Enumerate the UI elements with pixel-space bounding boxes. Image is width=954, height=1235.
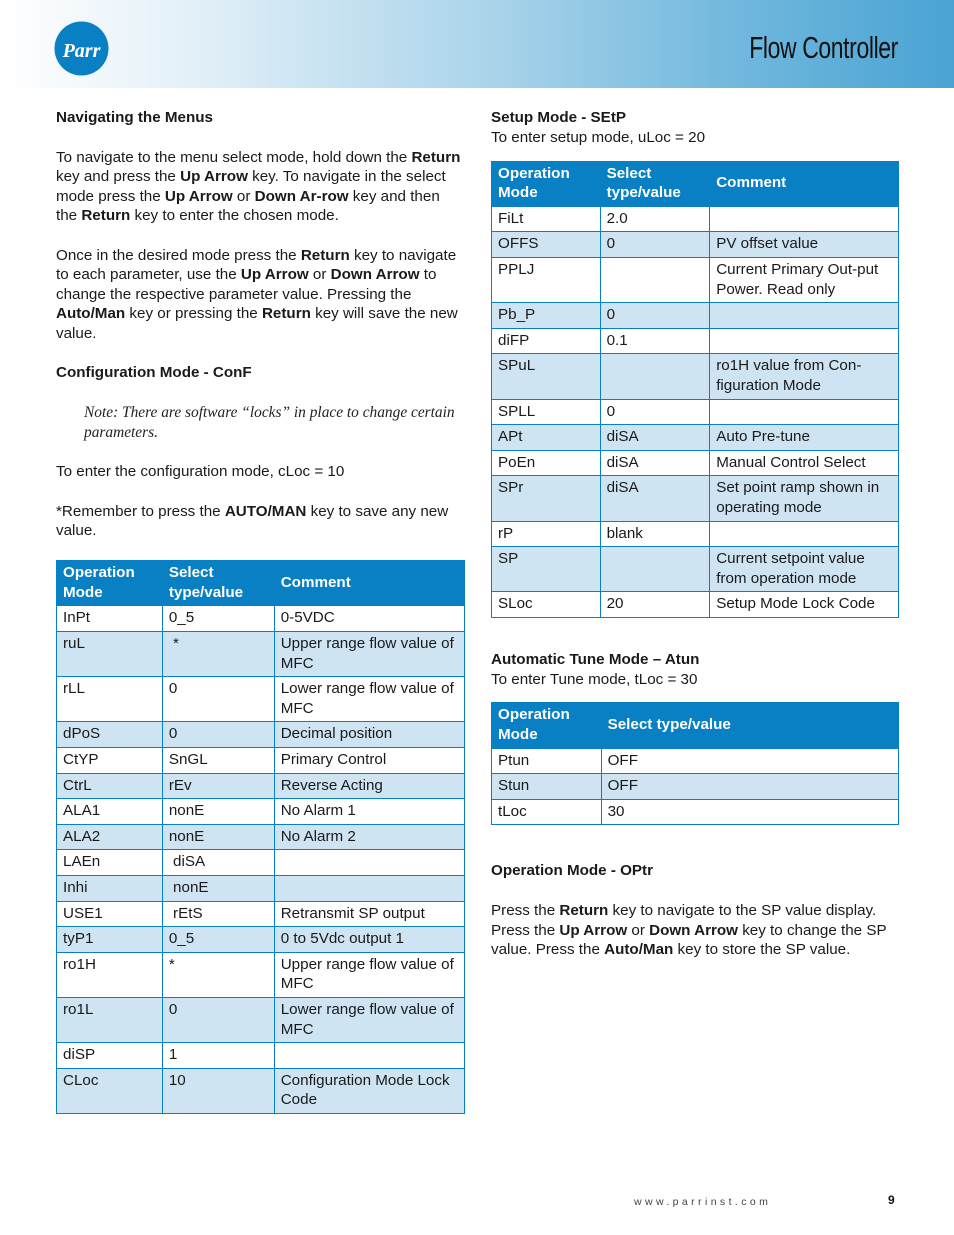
table-cell: OFF	[601, 774, 898, 800]
table-cell: Lower range flow value of MFC	[274, 677, 464, 722]
table-cell: ro1H	[57, 952, 163, 997]
parr-logo	[54, 21, 109, 76]
table-row	[57, 748, 465, 774]
table-cell: SP	[492, 547, 601, 592]
setup-table	[491, 161, 899, 618]
column-header: Operation Mode	[492, 161, 601, 206]
table-cell: Retransmit SP output	[274, 901, 464, 927]
table-row	[57, 722, 465, 748]
table-cell: 0	[600, 303, 710, 329]
setup-enter-text: To enter setup mode, uLoc = 20	[491, 129, 706, 146]
table-cell	[710, 206, 899, 232]
conf-enter-text: To enter the configuration mode, cLoc = 10	[56, 463, 345, 481]
table-cell: diSA	[600, 425, 710, 451]
table-cell: Setup Mode Lock Code	[710, 592, 899, 618]
tune-enter-text: To enter Tune mode, tLoc = 30	[491, 670, 698, 688]
table-cell: diSA	[162, 850, 274, 876]
column-header: Operation Mode	[57, 561, 163, 606]
table-cell: LAEn	[57, 850, 163, 876]
table-cell: No Alarm 2	[274, 824, 464, 850]
table-cell: 20	[600, 592, 710, 618]
table-row	[57, 824, 465, 850]
table-row	[57, 606, 465, 632]
table-cell: Current Primary Out-put Power. Read only	[710, 257, 899, 302]
table-row	[492, 450, 899, 476]
table-row	[492, 547, 899, 592]
table-cell: SLoc	[492, 592, 601, 618]
table-row	[492, 521, 899, 547]
right-column	[491, 108, 899, 979]
optr-paragraph: Press the Return key to navigate to the SP value display. Press the Up Arrow or Down Arrow key to change the SP value. Press the Auto/Man key to store the SP value.	[491, 902, 887, 959]
table-row	[57, 1043, 465, 1069]
table-cell: Pb_P	[492, 303, 601, 329]
table-cell	[710, 328, 899, 354]
table-cell	[600, 547, 710, 592]
table-cell: ro1H value from Con-figuration Mode	[710, 354, 899, 399]
table-cell: tLoc	[492, 799, 602, 825]
table-cell: OFFS	[492, 232, 601, 258]
table-cell: ruL	[57, 632, 163, 677]
table-header-row	[492, 161, 899, 206]
nav-paragraph-1: To navigate to the menu select mode, hold down the Return key and press the Up Arrow key. To navigate in the select mode press the Up Arrow or Down Ar-row key and then the Return key to enter the chosen mode.	[56, 148, 461, 225]
table-row	[492, 354, 899, 399]
table-row	[492, 328, 899, 354]
column-header: Select type/value	[600, 161, 710, 206]
table-cell: *	[162, 632, 274, 677]
table-cell: rEtS	[162, 901, 274, 927]
conf-table	[56, 560, 465, 1114]
table-cell: dPoS	[57, 722, 163, 748]
column-header: Comment	[710, 161, 899, 206]
table-row	[57, 850, 465, 876]
bold-term: Return	[411, 148, 461, 166]
table-cell: SnGL	[162, 748, 274, 774]
table-cell: No Alarm 1	[274, 799, 464, 825]
table-cell: 0	[600, 232, 710, 258]
table-cell: Stun	[492, 774, 602, 800]
bold-term: Down Ar-row	[254, 187, 349, 205]
left-column	[56, 108, 465, 1114]
table-cell: CtrL	[57, 773, 163, 799]
table-cell: PV offset value	[710, 232, 899, 258]
table-cell: SPLL	[492, 399, 601, 425]
table-cell: PPLJ	[492, 257, 601, 302]
table-row	[492, 748, 899, 774]
page-title: Flow Controller	[749, 30, 898, 65]
column-header: Select type/value	[601, 703, 898, 748]
table-cell: nonE	[162, 876, 274, 902]
column-header: Comment	[274, 561, 464, 606]
table-cell	[710, 399, 899, 425]
table-cell: PoEn	[492, 450, 601, 476]
table-row	[57, 799, 465, 825]
table-cell: SPuL	[492, 354, 601, 399]
table-cell: diSA	[600, 450, 710, 476]
table-row	[492, 476, 899, 521]
table-cell: nonE	[162, 799, 274, 825]
table-cell	[710, 521, 899, 547]
table-cell: Configuration Mode Lock Code	[274, 1068, 464, 1113]
table-row	[492, 425, 899, 451]
table-row	[57, 677, 465, 722]
table-header-row	[57, 561, 465, 606]
table-cell: CtYP	[57, 748, 163, 774]
table-cell: Manual Control Select	[710, 450, 899, 476]
bold-term: Up Arrow	[240, 266, 309, 284]
table-cell: 0	[162, 997, 274, 1042]
table-cell: Set point ramp shown in operating mode	[710, 476, 899, 521]
table-row	[492, 592, 899, 618]
footer-url[interactable]: www.parrinst.com	[634, 1196, 772, 1208]
table-cell: 0.1	[600, 328, 710, 354]
table-row	[57, 952, 465, 997]
table-cell: 0	[162, 677, 274, 722]
column-header: Select type/value	[162, 561, 274, 606]
table-row	[492, 774, 899, 800]
table-cell: tyP1	[57, 927, 163, 953]
table-cell: blank	[600, 521, 710, 547]
bold-term: Up Arrow	[180, 168, 248, 186]
page-header	[0, 0, 954, 88]
table-cell: rP	[492, 521, 601, 547]
nav-heading: Navigating the Menus	[56, 109, 213, 126]
table-row	[57, 901, 465, 927]
table-cell: 0-5VDC	[274, 606, 464, 632]
table-cell: Upper range flow value of MFC	[274, 952, 464, 997]
bold-term: Return	[261, 305, 311, 323]
logo-text: Parr	[62, 40, 101, 62]
bold-term: Up Arrow	[164, 187, 233, 205]
bold-term: Return	[300, 246, 350, 264]
table-cell: ALA2	[57, 824, 163, 850]
table-row	[492, 232, 899, 258]
table-cell	[274, 1043, 464, 1069]
bold-term: Down Arrow	[649, 921, 738, 939]
column-header: Operation Mode	[492, 703, 602, 748]
bold-term: Down Arrow	[330, 266, 420, 284]
table-cell: 0	[600, 399, 710, 425]
setup-heading: Setup Mode - SEtP	[491, 109, 627, 126]
table-cell	[710, 303, 899, 329]
table-cell	[274, 876, 464, 902]
optr-heading: Operation Mode - OPtr	[491, 862, 654, 880]
table-cell	[600, 354, 710, 399]
table-cell: diSA	[600, 476, 710, 521]
table-cell: InPt	[57, 606, 163, 632]
table-cell: Decimal position	[274, 722, 464, 748]
table-cell: diSP	[57, 1043, 163, 1069]
table-cell: Auto Pre-tune	[710, 425, 899, 451]
conf-heading: Configuration Mode - ConF	[56, 364, 252, 382]
table-cell: ro1L	[57, 997, 163, 1042]
table-cell: Primary Control	[274, 748, 464, 774]
table-cell: 0_5	[162, 927, 274, 953]
table-cell: 1	[162, 1043, 274, 1069]
table-cell: FiLt	[492, 206, 601, 232]
table-cell: Upper range flow value of MFC	[274, 632, 464, 677]
table-cell: nonE	[162, 824, 274, 850]
bold-term: Auto/Man	[56, 305, 126, 323]
tune-table	[491, 702, 899, 825]
table-row	[57, 927, 465, 953]
table-header-row	[492, 703, 899, 748]
table-row	[492, 257, 899, 302]
table-cell: diFP	[492, 328, 601, 354]
table-row	[492, 399, 899, 425]
table-cell: rLL	[57, 677, 163, 722]
table-row	[57, 773, 465, 799]
table-cell: 10	[162, 1068, 274, 1113]
table-cell: 2.0	[600, 206, 710, 232]
page-number: 9	[888, 1193, 895, 1207]
table-cell: rEv	[162, 773, 274, 799]
table-cell	[600, 257, 710, 302]
bold-term: Return	[81, 207, 131, 225]
table-cell: USE1	[57, 901, 163, 927]
conf-remember-text: *Remember to press the AUTO/MAN key to save any new value.	[56, 502, 449, 540]
nav-paragraph-2: Once in the desired mode press the Return key to navigate to each parameter, use the Up Arrow or Down Arrow to change the respective parameter value. Pressing the Auto/Man key or pressing the Return key will save the new value.	[56, 246, 458, 342]
bold-term: Return	[559, 902, 609, 920]
table-cell: Lower range flow value of MFC	[274, 997, 464, 1042]
table-cell: APt	[492, 425, 601, 451]
table-cell: 0 to 5Vdc output 1	[274, 927, 464, 953]
table-cell: *	[162, 952, 274, 997]
table-cell: SPr	[492, 476, 601, 521]
table-cell: Reverse Acting	[274, 773, 464, 799]
table-cell: Current setpoint value from operation mode	[710, 547, 899, 592]
table-row	[492, 303, 899, 329]
table-cell: 0	[162, 722, 274, 748]
tune-heading: Automatic Tune Mode – Atun	[491, 650, 700, 668]
table-cell: 30	[601, 799, 898, 825]
bold-term: Auto/Man	[604, 941, 674, 959]
table-cell: 0_5	[162, 606, 274, 632]
conf-note: Note: There are software “locks” in place to change certain parameters.	[84, 403, 455, 441]
table-row	[57, 632, 465, 677]
table-row	[57, 997, 465, 1042]
table-cell: CLoc	[57, 1068, 163, 1113]
table-row	[57, 876, 465, 902]
table-cell: Ptun	[492, 748, 602, 774]
table-cell: Inhi	[57, 876, 163, 902]
table-row	[492, 206, 899, 232]
table-cell: OFF	[601, 748, 898, 774]
table-row	[492, 799, 899, 825]
bold-term: Up Arrow	[559, 921, 628, 939]
table-cell: ALA1	[57, 799, 163, 825]
bold-term: AUTO/MAN	[224, 502, 307, 520]
table-cell	[274, 850, 464, 876]
table-row	[57, 1068, 465, 1113]
